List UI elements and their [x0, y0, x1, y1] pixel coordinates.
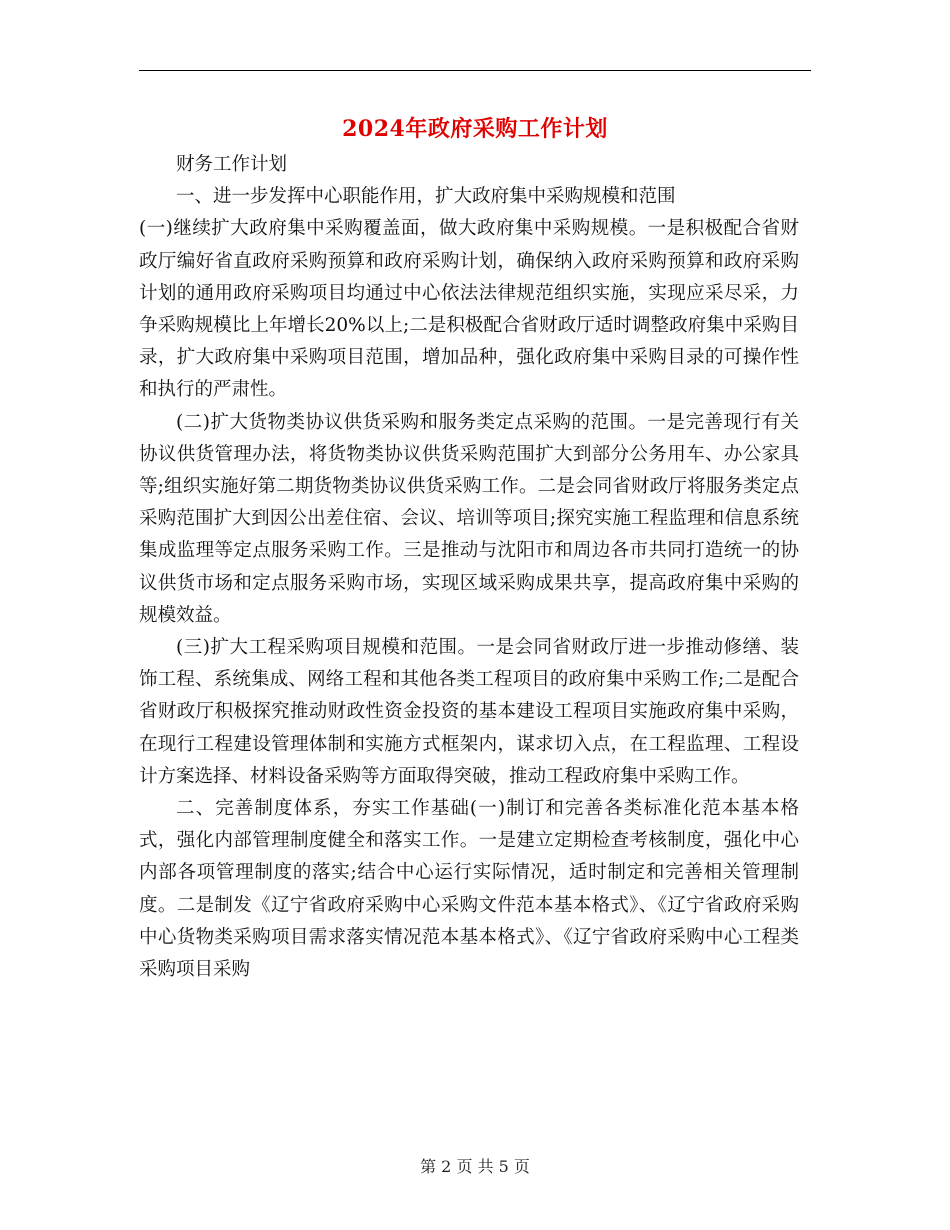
- paragraph-section-2: 二、完善制度体系，夯实工作基础(一)制订和完善各类标准化范本基本格式，强化内部管理制度健全和落实工作。一是建立定期检查考核制度，强化中心内部各项管理制度的落实;结合中心运行实际情况，适时制定和完善相关管理制度。二是制发《辽宁省政府采购中心采购文件范本基本格式》、《辽宁省政府采购中心货物类采购项目需求落实情况范本基本格式》、《辽宁省政府采购中心工程类采购项目采购: [139, 798, 799, 981]
- document-title: 2024年政府采购工作计划: [342, 116, 608, 142]
- header-rule: [139, 70, 811, 71]
- paragraph-item-1: (一)继续扩大政府集中采购覆盖面，做大政府集中采购规模。一是积极配合省财政厅编好省直政府采购预算和政府采购计划，确保纳入政府采购预算和政府采购计划的通用政府采购项目均通过中心依法法律规范组织实施，实现应采尽采，力争采购规模比上年增长20%以上;二是积极配合省财政厅适时调整政府集中采购目录，扩大政府集中采购项目范围，增加品种，强化政府集中采购目录的可操作性和执行的严肃性。: [139, 218, 799, 401]
- document-body: [139, 149, 799, 986]
- paragraph-item-3: (三)扩大工程采购项目规模和范围。一是会同省财政厅进一步推动修缮、装饰工程、系统集成、网络工程和其他各类工程项目的政府集中采购工作;二是配合省财政厅积极探究推动财政性资金投资的基本建设工程项目实施政府集中采购，在现行工程建设管理体制和实施方式框架内，谋求切入点，在工程监理、工程设计方案选择、材料设备采购等方面取得突破，推动工程政府集中采购工作。: [139, 637, 799, 787]
- page-number: 第 2 页 共 5 页: [420, 1157, 530, 1176]
- paragraph-section-1-heading: 一、进一步发挥中心职能作用，扩大政府集中采购规模和范围: [176, 186, 676, 208]
- paragraph-item-2: (二)扩大货物类协议供货采购和服务类定点采购的范围。一是完善现行有关协议供货管理办法，将货物类协议供货采购范围扩大到部分公务用车、办公家具等;组织实施好第二期货物类协议供货采购工作。二是会同省财政厅将服务类定点采购范围扩大到因公出差住宿、会议、培训等项目;探究实施工程监理和信息系统集成监理等定点服务采购工作。三是推动与沈阳市和周边各市共同打造统一的协议供货市场和定点服务采购市场，实现区域采购成果共享，提高政府集中采购的规模效益。: [139, 411, 799, 626]
- paragraph-subtitle: 财务工作计划: [176, 154, 288, 175]
